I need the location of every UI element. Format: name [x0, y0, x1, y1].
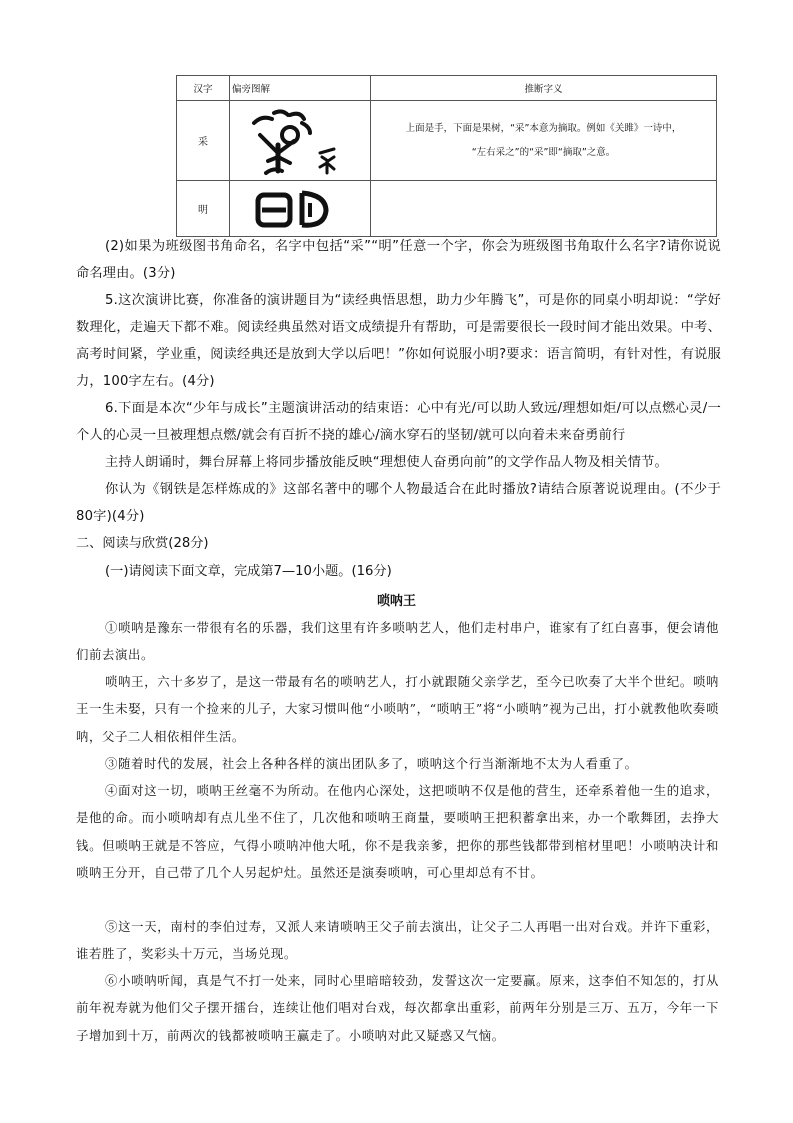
story-paragraph-6: ⑥小唢呐听闻，真是气不打一处来，同时心里暗暗较劲，发誓这次一定要赢。原来，这李伯不知怎的，打从前年祝寿就为他们父子摆开擂台，连续让他们唱对台戏，每次都拿出重彩，前两年分别是三万、五万，今年一下子增加到十万，前两次的钱都被唢呐王赢走了。小唢呐对此又疑惑又气恼。 [76, 973, 719, 1043]
cai-glyph-image [230, 101, 371, 181]
row-meaning-empty [371, 181, 717, 237]
question-6-intro: 6.下面是本次“少年与成长”主题演讲活动的结束语：心中有光/可以助人致远/理想如炬/可以点燃心灵/一个人的心灵一旦被理想点燃/就会有百折不挠的雄心/滴水穿石的坚韧/就可以向着未来奋勇前行 [76, 401, 721, 443]
table-row [177, 181, 717, 237]
meaning-line-1: 上面是手，下面是果树，“采”本意为摘取。例如《关雎》一诗中， [405, 122, 682, 134]
story-paragraph-2: 唢呐王，六十多岁了，是这一带最有名的唢呐艺人，打小就跟随父亲学艺，至今已吹奏了大半个世纪。唢呐王一生未娶，只有一个捡来的儿子，大家习惯叫他“小唢呐”，“唢呐王”将“小唢呐”视为己出，打小就教他吹奏唢呐，父子二人相依相伴生活。 [76, 674, 719, 744]
story-paragraph-4: ④面对这一切，唢呐王丝毫不为所动。在他内心深处，这把唢呐不仅是他的营生，还牵系着他一生的追求，是他的命。而小唢呐却有点儿坐不住了，几次他和唢呐王商量，要唢呐王把积蓄拿出来，办一个歌舞团，去挣大钱。但唢呐王就是不答应，气得小唢呐冲他大吼，你不是我亲爹，把你的那些钱都带到棺材里吧！小唢呐决计和唢呐王分开，自己带了几个人另起炉灶。虽然还是演奏唢呐，可心里却总有不甘。 [76, 783, 719, 880]
character-analysis-table [176, 75, 717, 237]
row-meaning [371, 101, 717, 181]
cai-oracle-glyph-icon [230, 101, 368, 180]
header-char: 汉字 [177, 76, 230, 101]
header-meaning: 推断字义 [371, 76, 717, 101]
section-heading: 二、阅读与欣赏(28分) [76, 536, 209, 551]
meaning-line-2: “左右采之”的“采”即“摘取”之意。 [471, 146, 616, 158]
question-4-part-2: (2)如果为班级图书角命名，名字中包括“采”“明”任意一个字，你会为班级图书角取什么名字?请你说说命名理由。(3分) [76, 239, 721, 281]
row-char: 采 [177, 101, 230, 181]
question-6-ask: 你认为《钢铁是怎样炼成的》这部名著中的哪个人物最适合在此时播放?请结合原著说说理由。(不少于80字)(4分) [76, 482, 721, 524]
row-char: 明 [177, 181, 230, 237]
question-5: 5.这次演讲比赛，你准备的演讲题目为“读经典悟思想，助力少年腾飞”，可是你的同桌小明却说：“学好数理化，走遍天下都不难。阅读经典虽然对语文成绩提升有帮助，可是需要很长一段时间才能出效果。中考、高考时间紧，学业重，阅读经典还是放到大学以后吧！”你如何说服小明?要求：语言简明，有针对性，有说服力，100字左右。(4分) [76, 293, 721, 389]
subsection-heading: (一)请阅读下面文章，完成第7—10小题。(16分) [105, 564, 392, 579]
header-radical-diagram: 偏旁图解 [230, 76, 371, 101]
question-6-host: 主持人朗诵时，舞台屏幕上将同步播放能反映“理想使人奋勇向前”的文学作品人物及相关情节。 [105, 455, 668, 470]
table-row [177, 101, 717, 181]
table-header-row [177, 76, 717, 101]
story-title: 唢呐王 [376, 594, 416, 609]
story-paragraph-1: ①唢呐是豫东一带很有名的乐器，我们这里有许多唢呐艺人，他们走村串户，谁家有了红白喜事，便会请他们前去演出。 [76, 620, 719, 663]
story-paragraph-3: ③随着时代的发展，社会上各种各样的演出团队多了，唢呐这个行当渐渐地不太为人看重了。 [105, 756, 638, 771]
ming-glyph-image [230, 181, 371, 237]
story-paragraph-5: ⑤这一天，南村的李伯过寿，又派人来请唢呐王父子前去演出，让父子二人再唱一出对台戏。并许下重彩，谁若胜了，奖彩头十万元，当场兑现。 [76, 919, 719, 962]
ming-oracle-glyph-icon [230, 181, 368, 236]
